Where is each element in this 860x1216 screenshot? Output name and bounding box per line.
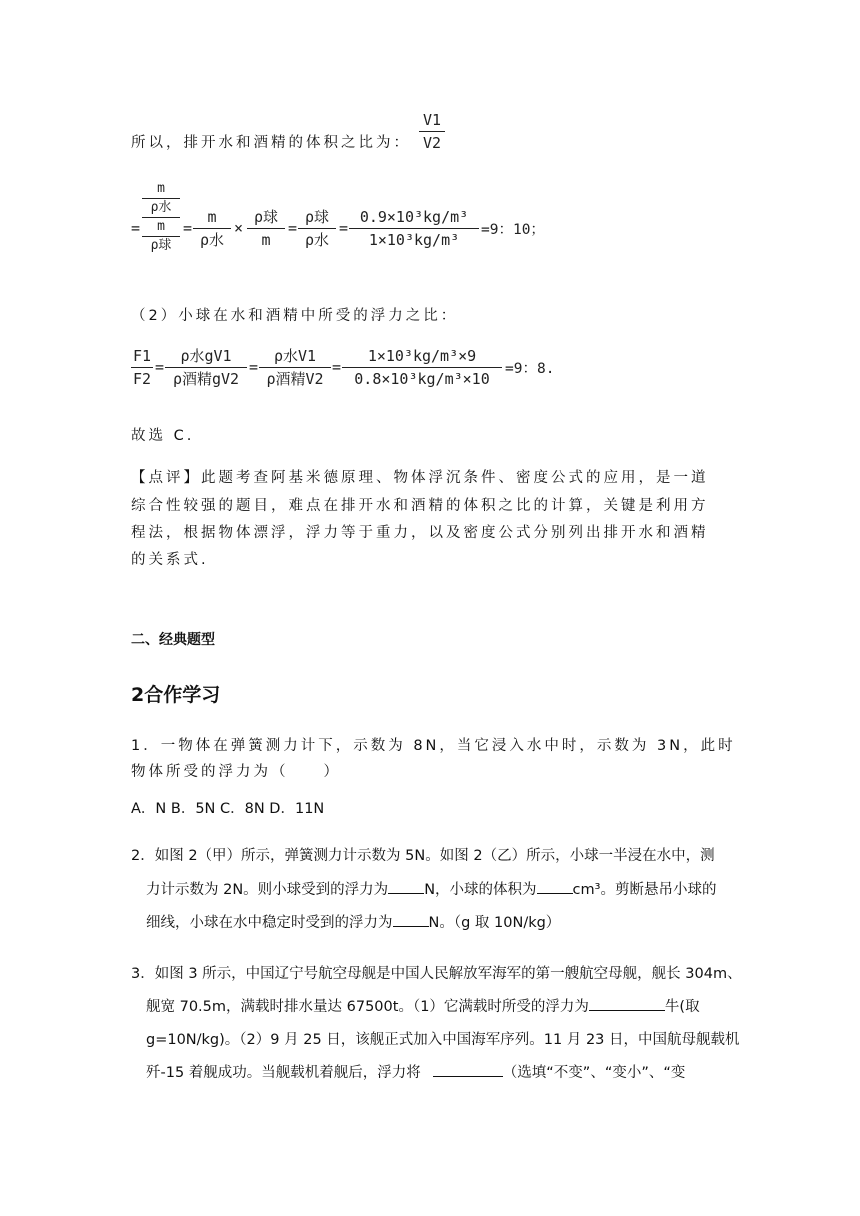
answer-choice: 故选 C. [131, 428, 195, 444]
fraction-rho-v: ρ水V1 ρ酒精V2 [259, 346, 331, 389]
q3-line-4: 歼-15 着舰成功。当舰载机着舰后，浮力将 （选填“不变”、“变小”、“变 [146, 1065, 686, 1081]
v1-symbol: V1 [422, 111, 442, 129]
comment-line-4: 的关系式. [131, 552, 209, 568]
fraction-m-over-rho-water: m ρ水 [193, 207, 231, 250]
fraction-rho-ball-over-rho-water: ρ球 ρ水 [298, 207, 336, 250]
comment-line-3: 程法，根据物体漂浮，浮力等于重力，以及密度公式分别列出排开水和酒精 [131, 525, 709, 541]
q3-blank-buoyancy-change [433, 1076, 503, 1077]
comment-line-2: 综合性较强的题目，难点在排开水和酒精的体积之比的计算，关键是利用方 [131, 498, 709, 514]
q1-line-2: 物体所受的浮力为（ ） [131, 764, 341, 780]
q2-blank-buoyancy [388, 893, 424, 894]
compound-fraction: m ρ水 m ρ球 [142, 181, 180, 254]
q2-line-3: 细线，小球在水中稳定时受到的浮力为 N。（g 取 10N/kg） [146, 915, 561, 931]
q3-line-2: 舰宽 70.5m，满载时排水量达 67500t。（1）它满载时所受的浮力为 牛(取 [146, 999, 700, 1015]
fraction-rho-g-v: ρ水gV1 ρ酒精gV2 [165, 346, 247, 389]
buoyancy-ratio-equation: F1 F2 = ρ水gV1 ρ酒精gV2 = ρ水V1 ρ酒精V2 = 1×10³kg/m³×9 0.8×10³kg/m³×10 =9：8. [132, 347, 555, 388]
section-title: 2合作学习 [131, 684, 221, 706]
section-heading: 二、经典题型 [131, 632, 215, 648]
q2-blank-volume [537, 893, 573, 894]
solution-line-2: （2）小球在水和酒精中所受的浮力之比： [131, 308, 459, 324]
q2-line-2: 力计示数为 2N。则小球受到的浮力为 N，小球的体积为 cm³。剪断悬吊小球的 [146, 882, 717, 898]
q1-line-1: 1．一物体在弹簧测力计下，示数为 8N，当它浸入水中时，示数为 3N，此时 [131, 738, 736, 754]
q3-line-3: g=10N/kg)。（2）9 月 25 日，该舰正式加入中国海军序列。11 月 23 日，中国航母舰载机 [146, 1032, 740, 1048]
fraction-numeric-values: 1×10³kg/m³×9 0.8×10³kg/m³×10 [342, 346, 502, 389]
comment-line-1: 【点评】此题考查阿基米德原理、物体浮沉条件、密度公式的应用，是一道 [131, 470, 709, 486]
q3-line-1: 3．如图 3 所示，中国辽宁号航空母舰是中国人民解放军海军的第一艘航空母舰，舰长 304m、 [131, 966, 742, 982]
fraction-f1-f2: F1 F2 [132, 347, 152, 388]
fraction-density-values: 0.9×10³kg/m³ 1×10³kg/m³ [349, 207, 479, 250]
solution-line-1: 所以，排开水和酒精的体积之比为： [131, 135, 411, 151]
q3-blank-buoyancy [589, 1010, 665, 1011]
volume-ratio-equation: = m ρ水 m ρ球 = m ρ水 × ρ球 m = ρ球 ρ水 = 0.9×10³kg/m³ 1×10³kg/m³ =9：10； [131, 181, 545, 253]
q1-options: A．N B．5N C．8N D．11N [131, 801, 325, 817]
q2-line-1: 2．如图 2（甲）所示，弹簧测力计示数为 5N。如图 2（乙）所示，小球一半浸在水中，测 [131, 848, 715, 864]
fraction-rho-ball-over-m: ρ球 m [247, 207, 285, 250]
v2-symbol: V2 [422, 134, 442, 152]
buoyancy-ratio-result: =9：8. [505, 361, 555, 377]
q2-blank-float-buoyancy [393, 926, 429, 927]
volume-ratio-fraction [419, 110, 445, 153]
ratio-result: =9：10； [481, 222, 545, 238]
